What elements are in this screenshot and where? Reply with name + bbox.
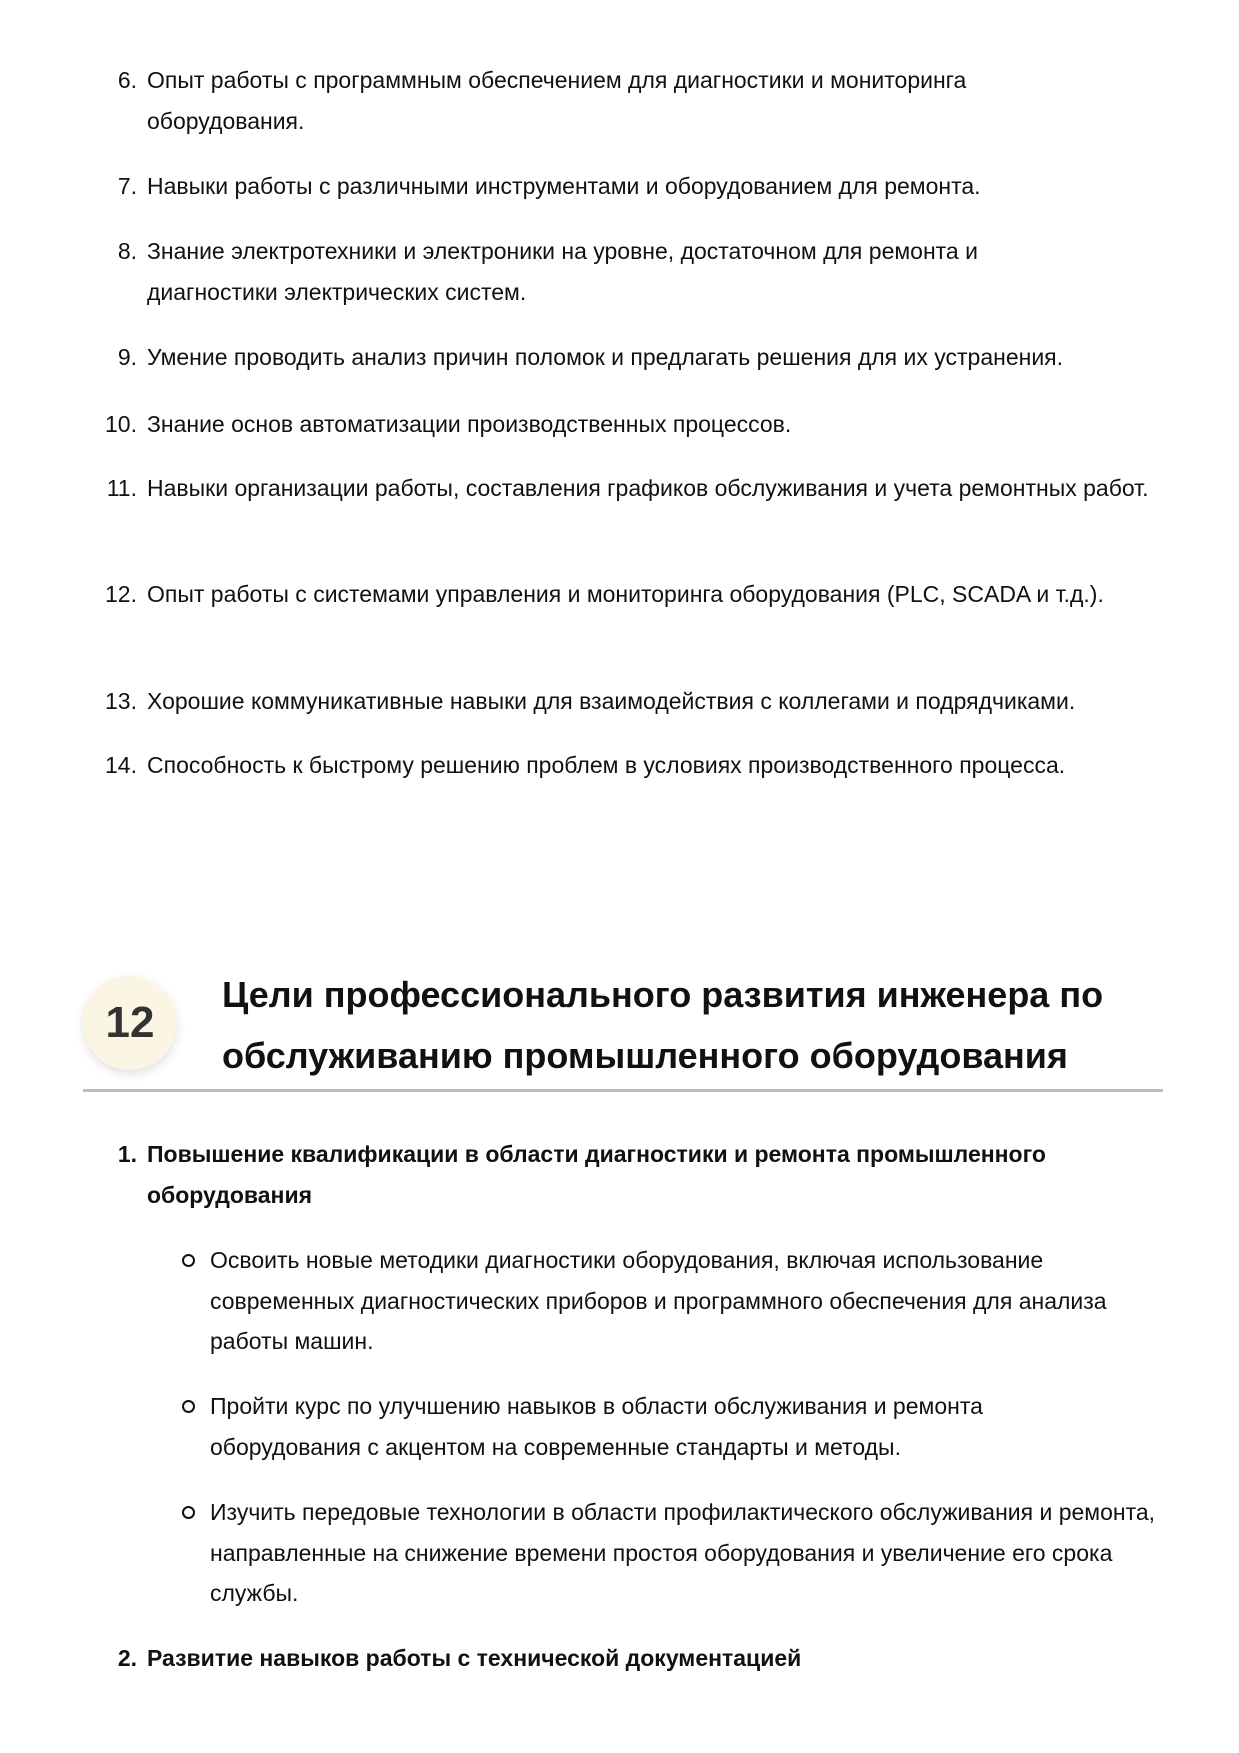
circle-bullet-icon — [182, 1254, 195, 1267]
circle-bullet-icon — [182, 1400, 195, 1413]
circle-bullet-icon — [182, 1506, 195, 1519]
section-number-badge: 12 — [83, 976, 177, 1070]
heading-divider — [83, 1089, 1163, 1092]
section-heading: Цели профессионального развития инженера по обслуживанию промышленного оборудования — [222, 974, 1104, 1076]
